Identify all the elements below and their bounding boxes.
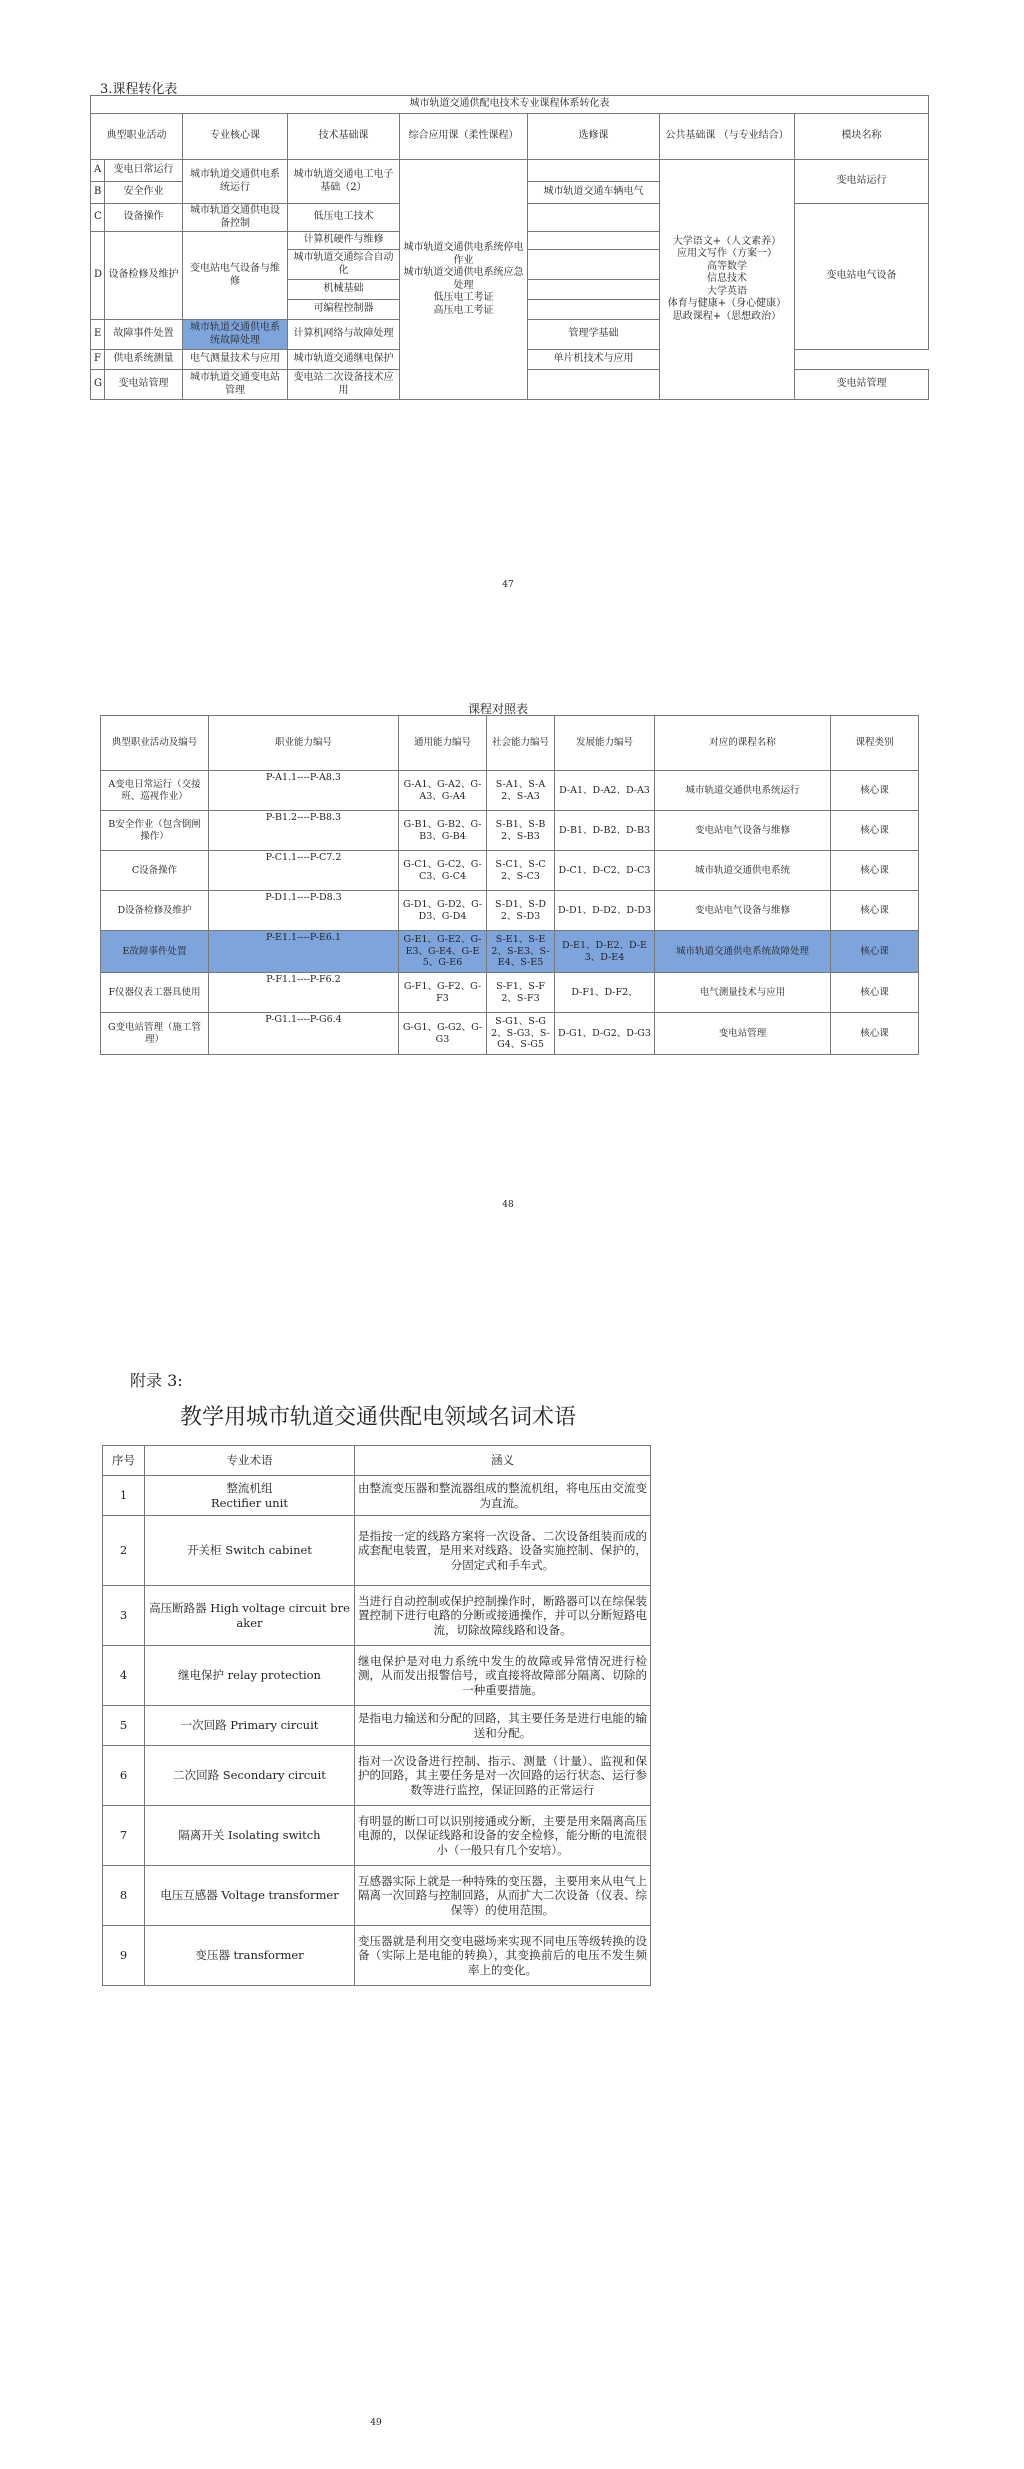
core-course-cell: 电气测量技术与应用 — [183, 350, 288, 370]
activity-cell: 设备操作 — [105, 204, 183, 232]
social-code-cell: S-A1、S-A2、S-A3 — [487, 771, 555, 811]
course-mapping-table — [100, 715, 919, 1055]
prof-code-cell: P-B1.2----P-B8.3 — [209, 811, 399, 851]
social-code-cell: S-B1、S-B2、S-B3 — [487, 811, 555, 851]
term-number: 8 — [103, 1866, 145, 1926]
table2-caption: 课程对照表 — [468, 702, 529, 716]
course-type-cell: 核心课 — [831, 771, 919, 811]
table-row — [103, 1746, 651, 1806]
dev-code-cell: D-B1、D-B2、D-B3 — [555, 811, 655, 851]
term-number: 1 — [103, 1476, 145, 1516]
term-number: 6 — [103, 1746, 145, 1806]
table2-header: 职业能力编号 — [209, 716, 399, 771]
row-code: A — [91, 160, 105, 182]
course-type-cell: 核心课 — [831, 931, 919, 973]
social-code-cell: S-D1、S-D2、S-D3 — [487, 891, 555, 931]
activity-cell: F仪器仪表工器具使用 — [101, 973, 209, 1013]
term-number: 3 — [103, 1586, 145, 1646]
row-code: E — [91, 320, 105, 350]
term-number: 4 — [103, 1646, 145, 1706]
tech-course-cell: 计算机网络与故障处理 — [288, 320, 400, 350]
activity-cell: 设备检修及维护 — [105, 232, 183, 320]
term-name: 整流机组 Rectifier unit — [145, 1476, 355, 1516]
prof-code-cell: P-F1.1----P-F6.2 — [209, 973, 399, 1013]
general-code-cell: G-F1、G-F2、G-F3 — [399, 973, 487, 1013]
table2-header: 社会能力编号 — [487, 716, 555, 771]
table-row — [103, 1926, 651, 1986]
elective-cell — [528, 370, 660, 400]
module-cell: 变电站电气设备 — [795, 204, 929, 350]
course-name-cell: 电气测量技术与应用 — [655, 973, 831, 1013]
table1-header: 公共基础课 （与专业结合） — [660, 114, 795, 160]
terminology-table — [102, 1445, 651, 1986]
module-cell: 变电站管理 — [795, 370, 929, 400]
core-course-cell: 城市轨道交通变电站管理 — [183, 370, 288, 400]
table-row — [103, 1586, 651, 1646]
activity-cell: B安全作业（包含倒闸操作） — [101, 811, 209, 851]
appendix-label: 附录 3: — [130, 1371, 183, 1390]
term-definition: 是指按一定的线路方案将一次设备、二次设备组装而成的成套配电装置，是用来对线路、设备实施控制、保护的，分固定式和手车式。 — [355, 1516, 651, 1586]
term-number: 9 — [103, 1926, 145, 1986]
core-course-cell: 城市轨道交通供电系统运行 — [183, 160, 288, 204]
table2-header: 典型职业活动及编号 — [101, 716, 209, 771]
course-name-cell: 变电站电气设备与维修 — [655, 891, 831, 931]
term-number: 7 — [103, 1806, 145, 1866]
term-name: 开关柜 Switch cabinet — [145, 1516, 355, 1586]
activity-cell: E故障事件处置 — [101, 931, 209, 973]
page-number: 47 — [502, 580, 514, 590]
table2-header: 发展能力编号 — [555, 716, 655, 771]
general-code-cell: G-D1、G-D2、G-D3、G-D4 — [399, 891, 487, 931]
term-definition: 互感器实际上就是一种特殊的变压器，主要用来从电气上隔离一次回路与控制回路，从而扩大二次设备（仪表、综保等）的使用范围。 — [355, 1866, 651, 1926]
course-name-cell: 变电站管理 — [655, 1013, 831, 1055]
term-name: 变压器 transformer — [145, 1926, 355, 1986]
elective-cell — [528, 160, 660, 182]
table-row — [101, 973, 919, 1013]
tech-course-cell: 机械基础 — [288, 280, 400, 300]
table-row — [101, 1013, 919, 1055]
tech-course-cell: 变电站二次设备技术应用 — [288, 370, 400, 400]
table-row — [103, 1706, 651, 1746]
course-name-cell: 城市轨道交通供电系统故障处理 — [655, 931, 831, 973]
term-name: 电压互感器 Voltage transformer — [145, 1866, 355, 1926]
activity-cell: G变电站管理（施工管理） — [101, 1013, 209, 1055]
prof-code-cell: P-A1.1----P-A8.3 — [209, 771, 399, 811]
table3-header: 专业术语 — [145, 1446, 355, 1476]
dev-code-cell: D-C1、D-C2、D-C3 — [555, 851, 655, 891]
activity-cell: 安全作业 — [105, 182, 183, 204]
activity-cell: A变电日常运行（交接班、巡视作业） — [101, 771, 209, 811]
tech-course-cell: 城市轨道交通综合自动化 — [288, 250, 400, 280]
module-cell: 变电站运行 — [795, 160, 929, 204]
section-title: 3.课程转化表 — [100, 82, 178, 97]
table1-header: 选修课 — [528, 114, 660, 160]
social-code-cell: S-F1、S-F2、S-F3 — [487, 973, 555, 1013]
elective-cell — [528, 300, 660, 320]
general-code-cell: G-B1、G-B2、G-B3、G-B4 — [399, 811, 487, 851]
comprehensive-course-cell: 城市轨道交通供电系统停电作业 城市轨道交通供电系统应急处理 低压电工考证 高压电工考证 — [400, 160, 528, 400]
elective-cell: 单片机技术与应用 — [528, 350, 660, 370]
core-course-cell-highlighted: 城市轨道交通供电系统故障处理 — [183, 320, 288, 350]
table1-header: 综合应用课（柔性课程） — [400, 114, 528, 160]
table1-caption: 城市轨道交通供配电技术专业课程体系转化表 — [91, 96, 929, 114]
term-name: 高压断路器 High voltage circuit breaker — [145, 1586, 355, 1646]
row-code: F — [91, 350, 105, 370]
elective-cell: 管理学基础 — [528, 320, 660, 350]
term-name: 一次回路 Primary circuit — [145, 1706, 355, 1746]
table-row — [103, 1476, 651, 1516]
activity-cell: 供电系统测量 — [105, 350, 183, 370]
prof-code-cell: P-C1.1----P-C7.2 — [209, 851, 399, 891]
term-number: 5 — [103, 1706, 145, 1746]
dev-code-cell: D-E1、D-E2、D-E3、D-E4 — [555, 931, 655, 973]
elective-cell — [528, 204, 660, 232]
social-code-cell: S-E1、S-E2、S-E3、S-E4、S-E5 — [487, 931, 555, 973]
term-name: 隔离开关 Isolating switch — [145, 1806, 355, 1866]
elective-cell — [528, 280, 660, 300]
activity-cell: 变电站管理 — [105, 370, 183, 400]
prof-code-cell: P-E1.1----P-E6.1 — [209, 931, 399, 973]
tech-course-cell: 计算机硬件与维修 — [288, 232, 400, 250]
course-type-cell: 核心课 — [831, 891, 919, 931]
table1-header: 典型职业活动 — [91, 114, 183, 160]
row-code: D — [91, 232, 105, 320]
course-name-cell: 城市轨道交通供电系统运行 — [655, 771, 831, 811]
term-name: 二次回路 Secondary circuit — [145, 1746, 355, 1806]
table1-header: 模块名称 — [795, 114, 929, 160]
term-definition: 是指电力输送和分配的回路，其主要任务是进行电能的输送和分配。 — [355, 1706, 651, 1746]
table1-header: 专业核心课 — [183, 114, 288, 160]
dev-code-cell: D-G1、D-G2、D-G3 — [555, 1013, 655, 1055]
term-definition: 指对一次设备进行控制、指示、测量（计量）、监视和保护的回路，其主要任务是对一次回路的运行状态、运行参数等进行监控，保证回路的正常运行 — [355, 1746, 651, 1806]
table3-header: 序号 — [103, 1446, 145, 1476]
course-conversion-table — [90, 95, 929, 400]
dev-code-cell: D-A1、D-A2、D-A3 — [555, 771, 655, 811]
course-type-cell: 核心课 — [831, 973, 919, 1013]
course-type-cell: 核心课 — [831, 811, 919, 851]
social-code-cell: S-C1、S-C2、S-C3 — [487, 851, 555, 891]
course-name-cell: 变电站电气设备与维修 — [655, 811, 831, 851]
term-definition: 当进行自动控制或保护控制操作时，断路器可以在综保装置控制下进行电路的分断或接通操作，并可以分断短路电流，切除故障线路和设备。 — [355, 1586, 651, 1646]
general-code-cell: G-C1、G-C2、G-C3、G-C4 — [399, 851, 487, 891]
elective-cell — [528, 232, 660, 250]
term-definition: 有明显的断口可以识别接通或分断，主要是用来隔离高压电源的，以保证线路和设备的安全检修，能分断的电流很小（一般只有几个安培）。 — [355, 1806, 651, 1866]
table2-header: 课程类别 — [831, 716, 919, 771]
page-number: 48 — [502, 1200, 514, 1210]
row-code: G — [91, 370, 105, 400]
tech-course-cell: 低压电工技术 — [288, 204, 400, 232]
dev-code-cell: D-F1、D-F2、 — [555, 973, 655, 1013]
general-code-cell: G-E1、G-E2、G-E3、G-E4、G-E5、G-E6 — [399, 931, 487, 973]
public-course-cell: 大学语文+（人文素养） 应用文写作（方案一） 高等数学 信息技术 大学英语 体育与健康+（身心健康） 思政课程+（思想政治） — [660, 160, 795, 400]
tech-course-cell: 可编程控制器 — [288, 300, 400, 320]
course-name-cell: 城市轨道交通供电系统 — [655, 851, 831, 891]
elective-cell — [528, 250, 660, 280]
prof-code-cell: P-G1.1----P-G6.4 — [209, 1013, 399, 1055]
term-definition: 变压器就是利用交变电磁场来实现不同电压等级转换的设备（实际上是电能的转换），其变换前后的电压不发生频率上的变化。 — [355, 1926, 651, 1986]
core-course-cell: 变电站电气设备与维修 — [183, 232, 288, 320]
tech-course-cell: 城市轨道交通继电保护 — [288, 350, 400, 370]
table1-header: 技术基础课 — [288, 114, 400, 160]
page-number: 49 — [370, 2418, 382, 2428]
term-number: 2 — [103, 1516, 145, 1586]
general-code-cell: G-A1、G-A2、G-A3、G-A4 — [399, 771, 487, 811]
table-row — [101, 771, 919, 811]
elective-cell: 城市轨道交通车辆电气 — [528, 182, 660, 204]
general-code-cell: G-G1、G-G2、G-G3 — [399, 1013, 487, 1055]
social-code-cell: S-G1、S-G2、S-G3、S-G4、S-G5 — [487, 1013, 555, 1055]
activity-cell: 变电日常运行 — [105, 160, 183, 182]
table-row — [101, 851, 919, 891]
dev-code-cell: D-D1、D-D2、D-D3 — [555, 891, 655, 931]
course-type-cell: 核心课 — [831, 1013, 919, 1055]
table-row — [101, 811, 919, 851]
table3-header: 涵义 — [355, 1446, 651, 1476]
term-definition: 继电保护是对电力系统中发生的故障或异常情况进行检测，从而发出报警信号，或直接将故障部分隔离、切除的一种重要措施。 — [355, 1646, 651, 1706]
course-type-cell: 核心课 — [831, 851, 919, 891]
appendix-title: 教学用城市轨道交通供配电领域名词术语 — [180, 1405, 577, 1430]
prof-code-cell: P-D1.1----P-D8.3 — [209, 891, 399, 931]
core-course-cell: 城市轨道交通供电设备控制 — [183, 204, 288, 232]
table2-header: 对应的课程名称 — [655, 716, 831, 771]
table-row — [103, 1516, 651, 1586]
table-row — [103, 1806, 651, 1866]
table-row-highlighted — [101, 931, 919, 973]
term-definition: 由整流变压器和整流器组成的整流机组，将电压由交流变为直流。 — [355, 1476, 651, 1516]
table2-header: 通用能力编号 — [399, 716, 487, 771]
activity-cell: 故障事件处置 — [105, 320, 183, 350]
table-row — [103, 1646, 651, 1706]
table-row — [101, 891, 919, 931]
activity-cell: C设备操作 — [101, 851, 209, 891]
term-name: 继电保护 relay protection — [145, 1646, 355, 1706]
tech-course-cell: 城市轨道交通电工电子基础（2） — [288, 160, 400, 204]
row-code: B — [91, 182, 105, 204]
row-code: C — [91, 204, 105, 232]
activity-cell: D设备检修及维护 — [101, 891, 209, 931]
table-row — [103, 1866, 651, 1926]
